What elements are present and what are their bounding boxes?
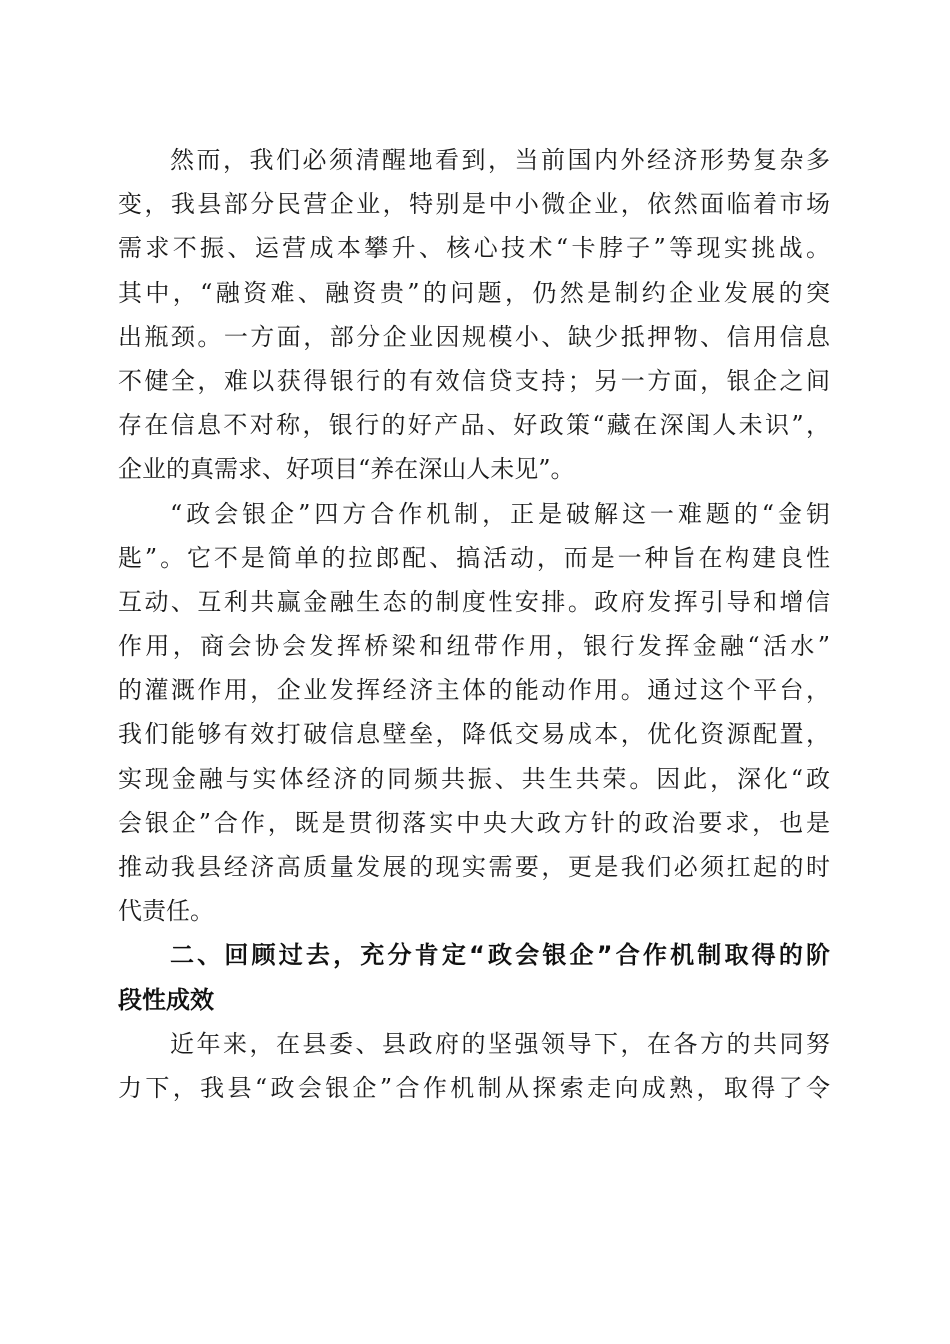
heading-line: 二、回顾过去，充分肯定“政会银企”合作机制取得的阶 [170,941,830,970]
heading-line: 段性成效 [118,985,214,1014]
paragraph [118,138,830,492]
text-line: 力下，我县“政会银企”合作机制从探索走向成熟，取得了令 [118,1073,830,1102]
paragraph [118,1022,830,1110]
text-line: 不健全，难以获得银行的有效信贷支持；另一方面，银企之间 [118,366,830,395]
text-line: 作用，商会协会发挥桥梁和纽带作用，银行发挥金融“活水” [118,632,830,661]
text-line: 然而，我们必须清醒地看到，当前国内外经济形势复杂多 [170,146,830,174]
text-line: 实现金融与实体经济的同频共振、共生共荣。因此，深化“政 [118,764,830,793]
text-line: 推动我县经济高质量发展的现实需要，更是我们必须扛起的时 [118,853,830,881]
text-line: 变，我县部分民营企业，特别是中小微企业，依然面临着市场 [118,190,830,219]
text-line: 其中，“融资难、融资贵”的问题，仍然是制约企业发展的突 [118,278,830,307]
text-line: 会银企”合作，既是贯彻落实中央大政方针的政治要求，也是 [118,808,830,837]
text-line: 需求不振、运营成本攀升、核心技术“卡脖子”等现实挑战。 [118,234,830,263]
paragraph [118,492,830,934]
text-line: 互动、互利共赢金融生态的制度性安排。政府发挥引导和增信 [118,587,830,616]
text-line: 我们能够有效打破信息壁垒，降低交易成本，优化资源配置， [118,720,830,749]
section-heading [118,933,830,1021]
text-line: “政会银企”四方合作机制，正是破解这一难题的“金钥 [170,499,830,528]
text-line: 的灌溉作用，企业发挥经济主体的能动作用。通过这个平台， [118,676,830,705]
text-line: 存在信息不对称，银行的好产品、好政策“藏在深闺人未识”， [118,411,830,440]
text-line: 近年来，在县委、县政府的坚强领导下，在各方的共同努 [170,1029,830,1058]
text-line: 代责任。 [118,897,214,926]
text-line: 出瓶颈。一方面，部分企业因规模小、缺少抵押物、信用信息 [118,322,830,351]
text-line: 匙”。它不是简单的拉郎配、搞活动，而是一种旨在构建良性 [118,543,830,572]
text-line: 企业的真需求、好项目“养在深山人未见”。 [118,455,575,484]
document-body [118,138,830,1110]
